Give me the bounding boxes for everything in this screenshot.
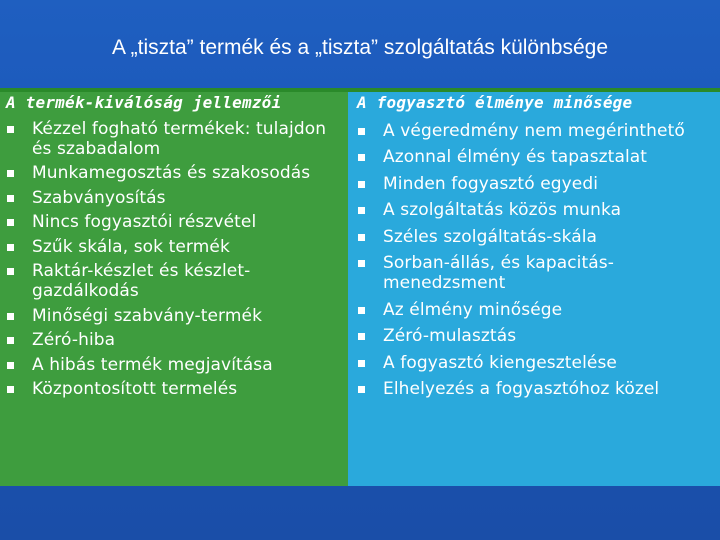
left-column (6, 92, 346, 399)
square-bullet-icon (7, 362, 14, 369)
list-item: Zéró-hiba (6, 330, 346, 350)
right-list (357, 121, 717, 400)
left-heading: A termék-kiválóság jellemzői (6, 93, 282, 112)
list-item: Szabványosítás (6, 188, 346, 208)
list-item: A végeredmény nem megérinthető (357, 121, 717, 141)
square-bullet-icon (358, 181, 365, 188)
square-bullet-icon (7, 219, 14, 226)
list-item: Központosított termelés (6, 379, 346, 399)
list-item: Az élmény minősége (357, 300, 717, 320)
square-bullet-icon (7, 386, 14, 393)
list-item: Munkamegosztás és szakosodás (6, 163, 346, 183)
square-bullet-icon (7, 126, 14, 133)
square-bullet-icon (358, 307, 365, 314)
square-bullet-icon (358, 234, 365, 241)
list-item: A hibás termék megjavítása (6, 355, 346, 375)
list-item: Sorban-állás, és kapacitás-menedzsment (357, 253, 717, 293)
list-item: A fogyasztó kiengesztelése (357, 353, 717, 373)
list-item: Szűk skála, sok termék (6, 237, 346, 257)
square-bullet-icon (358, 260, 365, 267)
square-bullet-icon (7, 195, 14, 202)
slide-title: A „tiszta” termék és a „tiszta” szolgáltatás különbsége (111, 36, 609, 59)
square-bullet-icon (358, 333, 365, 340)
list-item: Elhelyezés a fogyasztóhoz közel (357, 379, 717, 399)
square-bullet-icon (358, 386, 365, 393)
list-item: A szolgáltatás közös munka (357, 200, 717, 220)
square-bullet-icon (7, 337, 14, 344)
right-column (357, 92, 717, 399)
square-bullet-icon (7, 268, 14, 275)
list-item: Azonnal élmény és tapasztalat (357, 147, 717, 167)
square-bullet-icon (358, 207, 365, 214)
list-item: Zéró-mulasztás (357, 326, 717, 346)
square-bullet-icon (7, 313, 14, 320)
square-bullet-icon (7, 244, 14, 251)
list-item: Minden fogyasztó egyedi (357, 174, 717, 194)
list-item: Raktár-készlet és készlet-gazdálkodás (6, 261, 346, 301)
list-item: Nincs fogyasztói részvétel (6, 212, 346, 232)
square-bullet-icon (7, 170, 14, 177)
square-bullet-icon (358, 154, 365, 161)
list-item: Széles szolgáltatás-skála (357, 227, 717, 247)
list-item: Kézzel fogható termékek: tulajdon és szabadalom (6, 119, 346, 159)
right-heading: A fogyasztó élménye minősége (357, 93, 633, 112)
list-item: Minőségi szabvány-termék (6, 306, 346, 326)
square-bullet-icon (358, 360, 365, 367)
square-bullet-icon (358, 128, 365, 135)
left-list (6, 119, 346, 400)
